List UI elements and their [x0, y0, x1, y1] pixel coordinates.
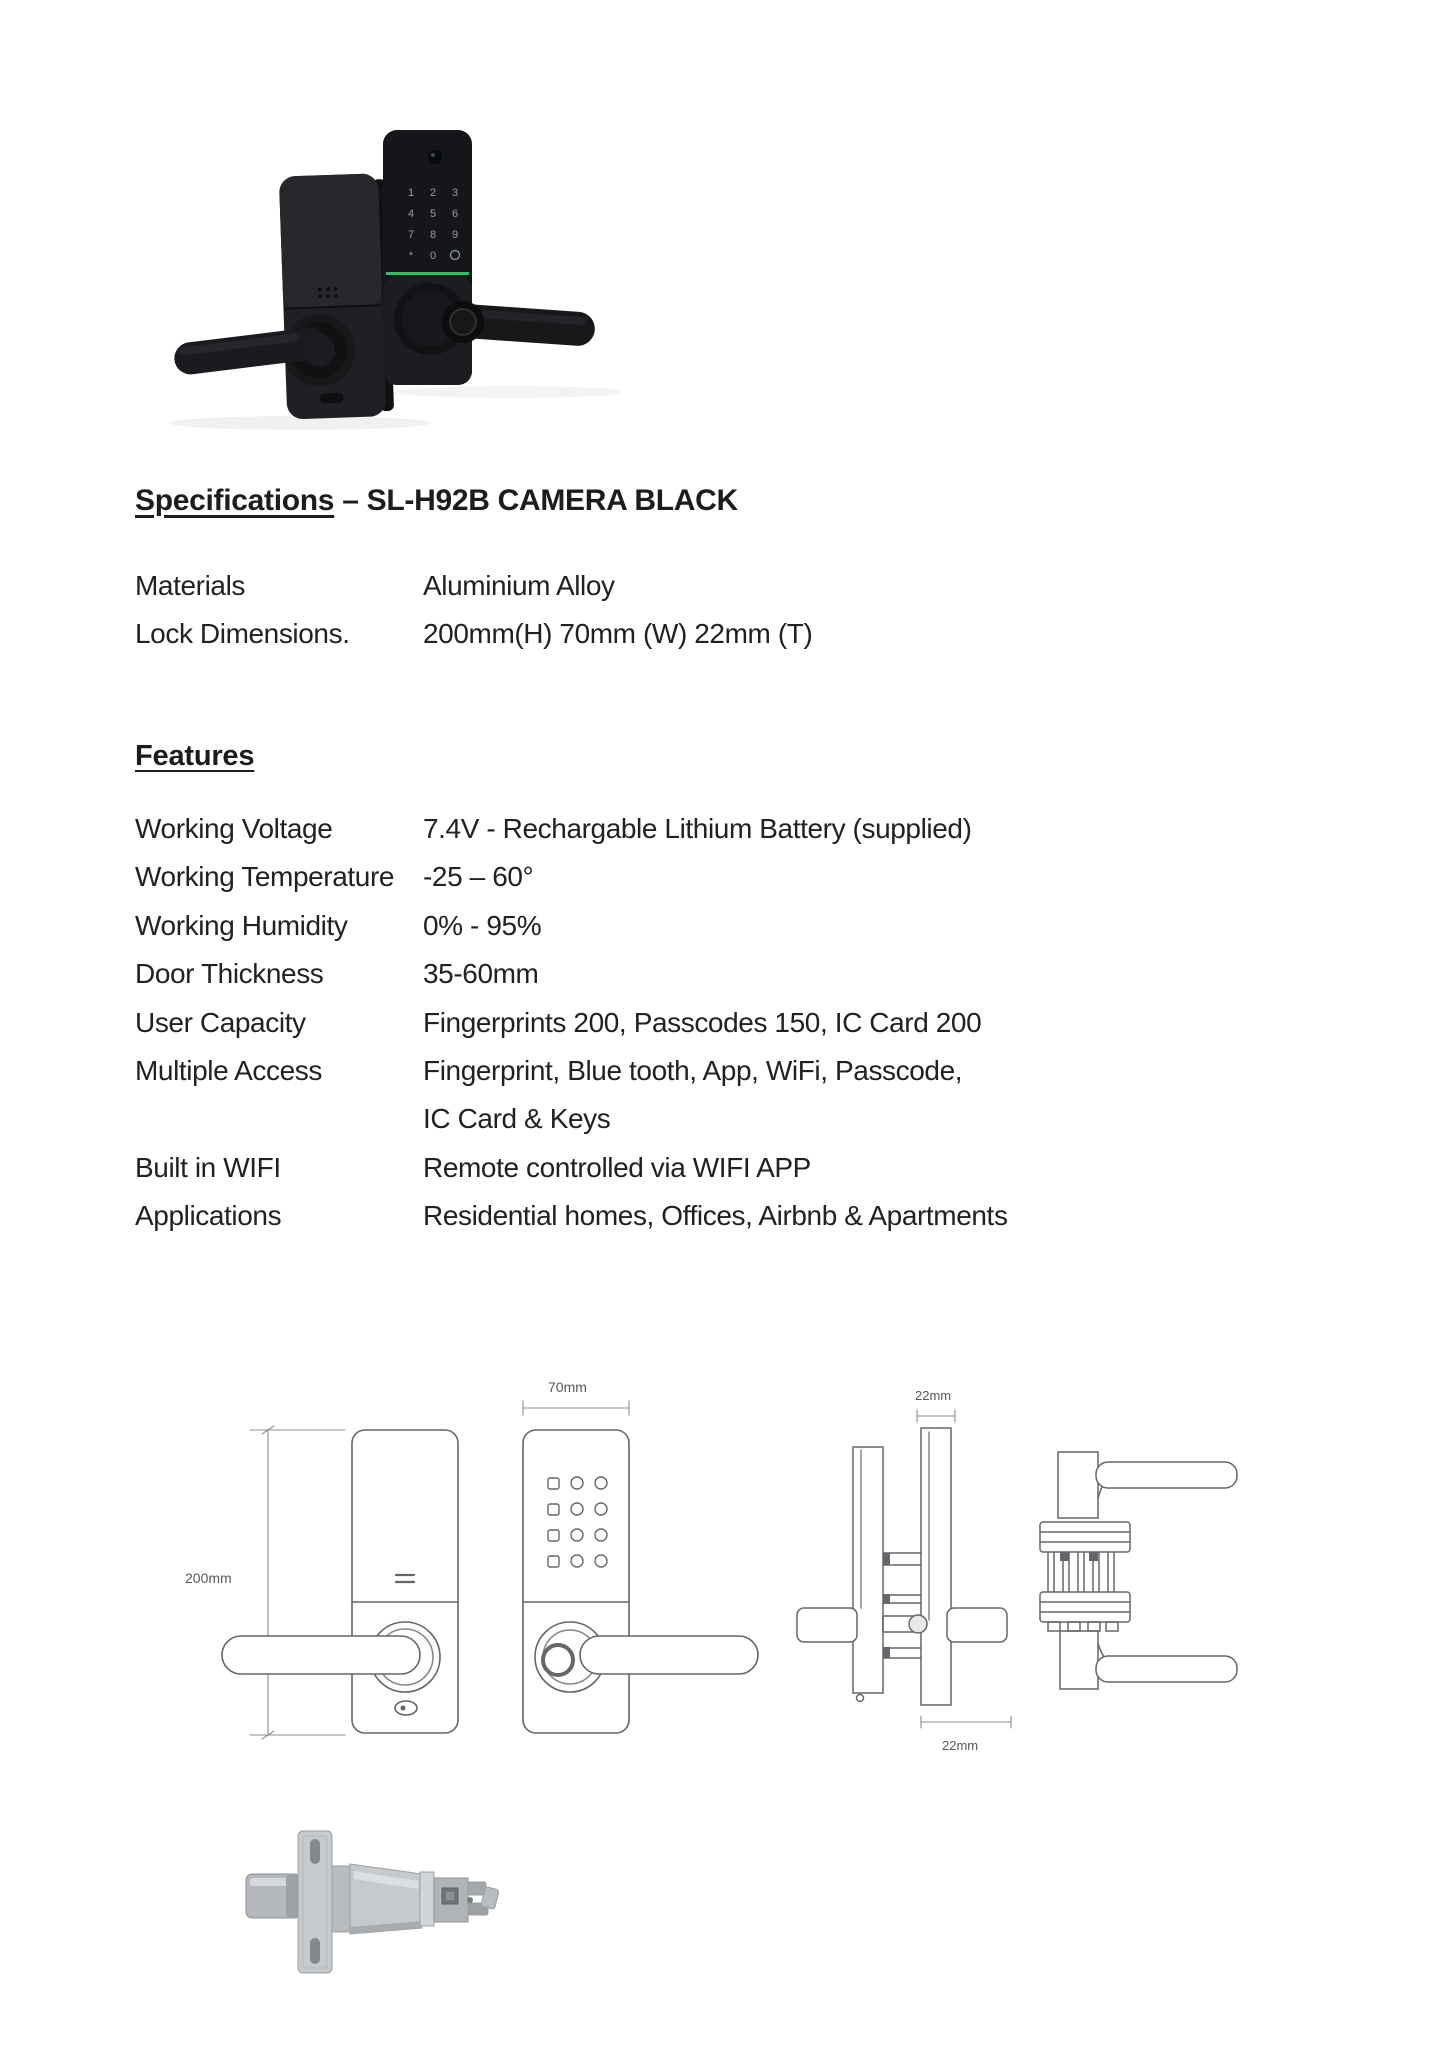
feature-row-value: Fingerprint, Blue tooth, App, WiFi, Passcode, — [423, 1055, 963, 1087]
rear-elevation-drawing — [185, 1426, 458, 1739]
screw-slot — [310, 1938, 320, 1964]
heading-model: – SL-H92B CAMERA BLACK — [334, 484, 738, 518]
feature-row-label: Built in WIFI — [135, 1151, 281, 1183]
spec-row — [135, 562, 1315, 610]
technical-drawing — [0, 1370, 1449, 1840]
heading-specifications: Specifications — [135, 484, 335, 518]
camera-lens-icon — [428, 150, 442, 164]
keyhole-cover — [319, 393, 343, 404]
feature-row-value: Residential homes, Offices, Airbnb & Apartments — [423, 1200, 1008, 1232]
shadow — [395, 386, 620, 398]
feature-row — [135, 999, 1315, 1047]
feature-row — [135, 1047, 1315, 1095]
side-section-drawing — [797, 1388, 1011, 1753]
features-table — [135, 805, 1315, 1241]
features-heading: Features — [135, 740, 255, 773]
feature-row-label — [135, 1095, 423, 1143]
front-elevation-drawing — [523, 1379, 758, 1733]
feature-row-label: Applications — [135, 1200, 282, 1232]
keypad-key: 8 — [429, 229, 437, 241]
specs-table — [135, 562, 1315, 659]
spec-row-value: 200mm(H) 70mm (W) 22mm (T) — [423, 618, 813, 650]
screw-slot — [310, 1839, 320, 1864]
latch-bolt-photo — [170, 1830, 520, 2048]
feature-row-label: Door Thickness — [135, 958, 324, 990]
feature-row-label: Working Humidity — [135, 909, 348, 941]
keypad-holes — [548, 1477, 607, 1567]
feature-row-value: 35-60mm — [423, 958, 539, 990]
feature-row — [135, 853, 1315, 901]
feature-row-label: User Capacity — [135, 1006, 306, 1038]
feature-row-label: Multiple Access — [135, 1055, 322, 1087]
feature-row — [135, 950, 1315, 998]
feature-row-label: Working Voltage — [135, 813, 333, 844]
dim-22mm-top-label: 22mm — [915, 1388, 952, 1403]
feature-row — [135, 805, 1315, 853]
handle-assembly-drawing — [1040, 1452, 1237, 1689]
feature-row-value: -25 – 60° — [423, 861, 534, 893]
dim-22mm-bottom-label: 22mm — [942, 1738, 979, 1753]
product-photo — [150, 95, 620, 435]
feature-row-value: 7.4V - Rechargable Lithium Battery (supplied) — [423, 813, 972, 844]
width-dimension — [523, 1401, 629, 1415]
keypad-key: 4 — [407, 208, 415, 220]
feature-row-value: Remote controlled via WIFI APP — [423, 1151, 811, 1183]
keypad-key: 0 — [429, 250, 437, 262]
spec-row-value: Aluminium Alloy — [423, 570, 615, 601]
spec-row — [135, 610, 1315, 658]
feature-row — [135, 1192, 1315, 1240]
keypad-key: 6 — [451, 208, 459, 220]
rear-lock-unit — [167, 173, 394, 423]
feature-row — [135, 902, 1315, 950]
dim-70mm-label: 70mm — [548, 1379, 587, 1395]
feature-row — [135, 1144, 1315, 1192]
spec-row-label: Materials — [135, 570, 245, 601]
thickness-dimension-top — [917, 1410, 955, 1422]
keypad-key: 3 — [451, 187, 459, 199]
green-led-strip — [386, 272, 469, 275]
keypad-key: 1 — [407, 187, 415, 199]
dim-200mm-label: 200mm — [185, 1570, 232, 1586]
keypad-key: 2 — [429, 187, 437, 199]
feature-row-value: Fingerprints 200, Passcodes 150, IC Card 200 — [423, 1006, 982, 1038]
feature-row-value: IC Card & Keys — [423, 1103, 611, 1135]
keypad-key: 7 — [407, 229, 415, 241]
page-title — [135, 484, 738, 518]
front-lock-unit — [383, 130, 596, 385]
feature-row-value: 0% - 95% — [423, 909, 542, 941]
feature-row — [135, 1095, 1315, 1143]
spec-row-label: Lock Dimensions. — [135, 618, 350, 650]
keypad-key: 5 — [429, 208, 437, 220]
height-dimension — [250, 1426, 345, 1739]
keypad-key: 9 — [451, 229, 459, 241]
keypad-key: * — [408, 250, 414, 262]
spindle-springs — [1048, 1552, 1114, 1592]
feature-row-label: Working Temperature — [135, 861, 395, 893]
thickness-dimension-bottom — [921, 1716, 1011, 1728]
